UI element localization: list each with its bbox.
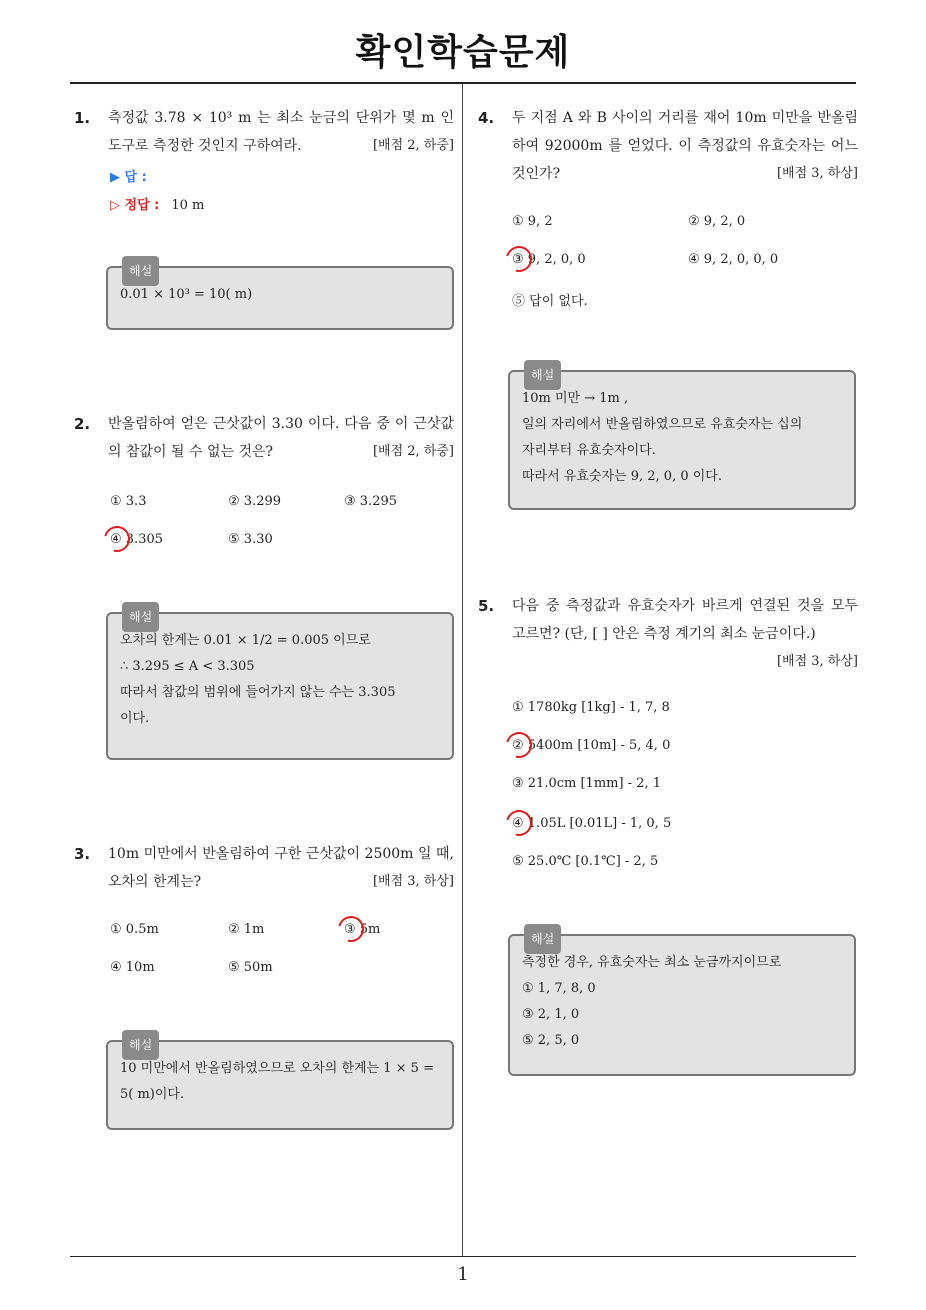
solution-box-4: 해설 10m 미만 → 1m , 일의 자리에서 반올림하였으므로 유효숫자는 십의 자리부터 유효숫자이다. 따라서 유효숫자는 9, 2, 0, 0 이다. xyxy=(508,370,856,510)
red-circle-mark xyxy=(501,805,537,841)
choice-option[interactable]: ⑤ 50m xyxy=(228,960,273,975)
question-text: 10m 미만에서 반올림하여 구한 근삿값이 2500m 일 때, 오차의 한계는? [배점 3, 하상] xyxy=(108,840,454,896)
column-divider xyxy=(462,84,463,1256)
red-circle-mark xyxy=(501,727,537,763)
bottom-divider xyxy=(70,1256,856,1257)
red-circle-mark xyxy=(99,521,135,557)
choice-option[interactable]: ④ 9, 2, 0, 0, 0 xyxy=(688,252,779,267)
question-number: 3. xyxy=(74,845,91,863)
answer-input-label[interactable]: ▶ 답 : xyxy=(110,170,147,185)
question-meta: [배점 3, 하상] xyxy=(776,166,858,181)
question-text: 두 지점 A 와 B 사이의 거리를 재어 10m 미만을 반올림하여 92000m 를 얻었다. 이 측정값의 유효숫자는 어느 것인가? [배점 3, 하상] xyxy=(512,104,858,188)
question-5 xyxy=(478,592,858,676)
question-2 xyxy=(74,410,454,466)
choice-option[interactable]: ⑤ 3.30 xyxy=(228,532,273,547)
choice-option[interactable]: ③ 21.0cm [1mm] - 2, 1 xyxy=(512,776,662,791)
question-text: 반올림하여 얻은 근삿값이 3.30 이다. 다음 중 이 근삿값의 참값이 될 수 없는 것은? [배점 2, 하중] xyxy=(108,410,454,466)
choice-option[interactable]: ① 9, 2 xyxy=(512,214,553,229)
question-text: 다음 중 측정값과 유효숫자가 바르게 연결된 것을 모두 고르면? (단, [ ] 안은 측정 계기의 최소 눈금이다.) [배점 3, 하상] xyxy=(512,592,858,648)
choice-option-selected[interactable]: ④ 3.305 xyxy=(110,532,163,547)
question-3 xyxy=(74,840,454,896)
solution-tag: 해설 xyxy=(524,360,561,390)
question-4 xyxy=(478,104,858,188)
question-number: 2. xyxy=(74,415,91,433)
choice-option[interactable]: ⑤ 25.0℃ [0.1℃] - 2, 5 xyxy=(512,854,659,869)
question-meta: [배점 3, 하상] xyxy=(776,654,858,669)
choice-option[interactable]: ① 3.3 xyxy=(110,494,147,509)
choice-option-selected[interactable]: ④ 1.05L [0.01L] - 1, 0, 5 xyxy=(512,816,671,831)
solution-tag: 해설 xyxy=(524,924,561,954)
solution-tag: 해설 xyxy=(122,602,159,632)
question-number: 4. xyxy=(478,109,495,127)
solution-box-2: 해설 오차의 한계는 0.01 × 1/2 = 0.005 이므로 ∴ 3.295 ≤ A < 3.305 따라서 참값의 범위에 들어가지 않는 수는 3.305 이다. xyxy=(106,612,454,760)
question-meta: [배점 3, 하상] xyxy=(372,874,454,889)
page-number: 1 xyxy=(457,1264,469,1285)
solution-box-3: 해설 10 미만에서 반올림하였으므로 오차의 한계는 1 × 5 = 5( m)이다. xyxy=(106,1040,454,1130)
solution-tag: 해설 xyxy=(122,1030,159,1060)
question-number: 1. xyxy=(74,109,91,127)
choice-option-selected[interactable]: ③ 9, 2, 0, 0 xyxy=(512,252,586,267)
red-circle-mark xyxy=(333,911,369,947)
choice-option[interactable]: ① 0.5m xyxy=(110,922,159,937)
choice-option[interactable]: ① 1780kg [1kg] - 1, 7, 8 xyxy=(512,700,670,715)
choice-option[interactable]: ② 1m xyxy=(228,922,265,937)
red-circle-mark xyxy=(501,241,537,277)
top-divider xyxy=(70,82,856,84)
choice-option-selected[interactable]: ③ 5m xyxy=(344,922,380,937)
solution-box-5: 해설 측정한 경우, 유효숫자는 최소 눈금까지이므로 ① 1, 7, 8, 0 ③ 2, 1, 0 ⑤ 2, 5, 0 xyxy=(508,934,856,1076)
question-meta: [배점 2, 하중] xyxy=(372,444,454,459)
solution-tag: 해설 xyxy=(122,256,159,286)
choice-option[interactable]: ② 9, 2, 0 xyxy=(688,214,746,229)
choice-option[interactable]: ③ 3.295 xyxy=(344,494,398,509)
solution-box-1: 해설 0.01 × 10³ = 10( m) xyxy=(106,266,454,330)
choice-option[interactable]: ⑤ 답이 없다. xyxy=(512,294,588,309)
question-1 xyxy=(74,104,454,160)
correct-answer: ▷ 정답 : 10 m xyxy=(110,198,205,213)
choice-option-selected[interactable]: ② 5400m [10m] - 5, 4, 0 xyxy=(512,738,670,753)
choice-option[interactable]: ④ 10m xyxy=(110,960,155,975)
question-meta: [배점 2, 하중] xyxy=(372,138,454,153)
choice-option[interactable]: ② 3.299 xyxy=(228,494,282,509)
question-number: 5. xyxy=(478,597,495,615)
question-text: 측정값 3.78 × 10³ m 는 최소 눈금의 단위가 몇 m 인 도구로 측정한 것인지 구하여라. [배점 2, 하중] xyxy=(108,104,454,160)
page-title: 확인학습문제 xyxy=(355,32,571,73)
